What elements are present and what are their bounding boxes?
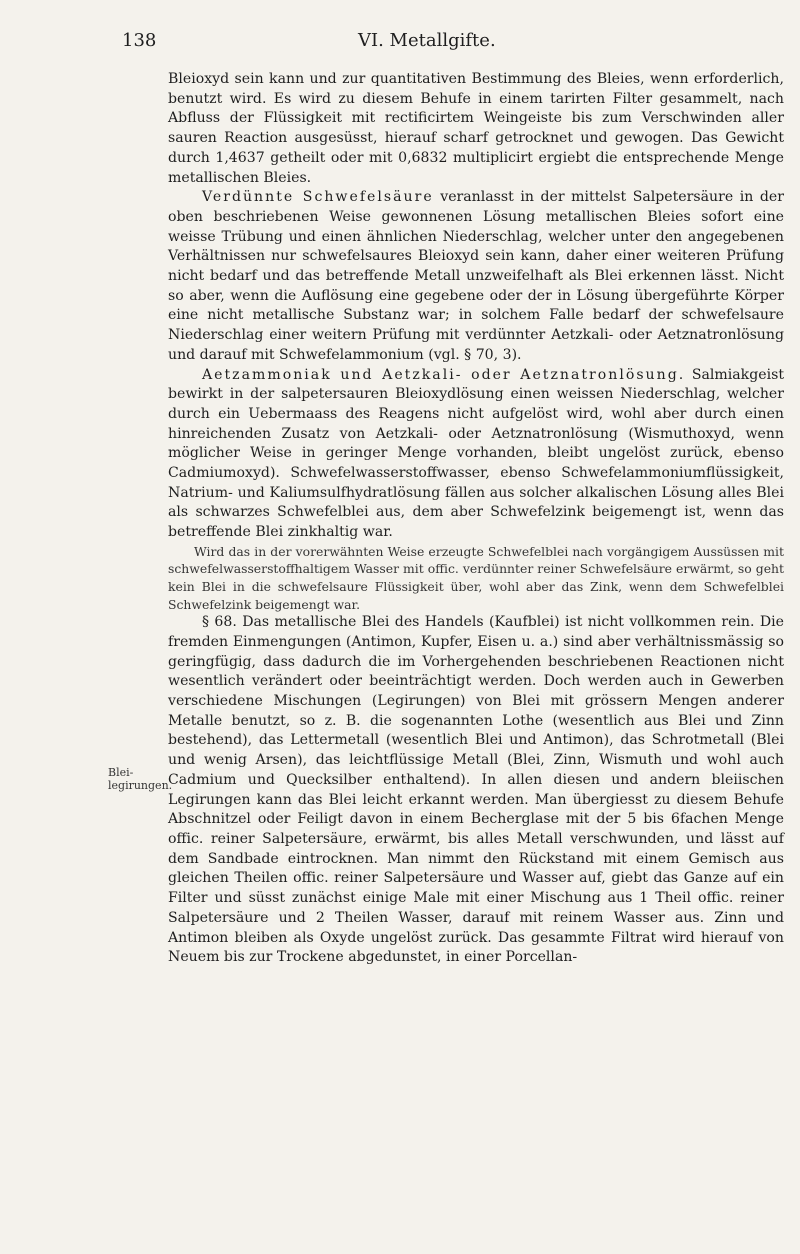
page-header — [0, 30, 800, 60]
paragraph-3-lead: Aetzammoniak und Aetzkali- oder Aetznatronlösung. — [202, 366, 686, 383]
margin-note: Blei-legirungen. — [108, 766, 173, 792]
running-title: VI. Metallgifte. — [358, 30, 496, 51]
paragraph-4-note: Wird das in der vorerwähnten Weise erzeugte Schwefelblei nach vorgängigem Aussüssen mit schwefelwasserstoffhaltigem Wasser mit offic. verdünnter reiner Schwefelsäure erwärmt, so geht kein Blei in die schwefelsaure Flüssigkeit über, wohl aber das Zink, wenn dem Schwefelblei Schwefelzink beigemengt war. — [168, 543, 784, 612]
paragraph-5: § 68. Das metallische Blei des Handels (Kaufblei) ist nicht vollkommen rein. Die fremden Einmengungen (Antimon, Kupfer, Eisen u. a.) sind aber verhältnissmässig so geringfügig, dass dadurch die im Vorhergehenden beschriebenen Reactionen nicht wesentlich verändert oder beeinträchtigt werden. Doch werden auch in Gewerben verschiedene Mischungen (Legirungen) von Blei mit grössern Mengen anderer Metalle benutzt, so z. B. die sogenannten Lothe (wesentlich aus Blei und Zinn bestehend), das Lettermetall (wesentlich Blei und Antimon), das Schrotmetall (Blei und wenig Arsen), das leichtflüssige Metall (Blei, Zinn, Wismuth und wohl auch Cadmium und Quecksilber enthaltend). In allen diesen und andern bleiischen Legirungen kann das Blei leicht erkannt werden. Man übergiesst zu diesem Behufe Abschnitzel oder Feiligt davon in einem Becherglase mit der 5 bis 6fachen Menge offic. reiner Salpetersäure, erwärmt, bis alles Metall verschwunden, und lässt auf dem Sandbade eintrocknen. Man nimmt den Rückstand mit einem Gemisch aus gleichen Theilen offic. reiner Salpetersäure und Wasser auf, giebt das Ganze auf ein Filter und süsst zunächst einige Male mit einer Mischung aus 1 Theil offic. reiner Salpetersäure und 2 Theilen Wasser, darauf mit reinem Wasser aus. Zinn und Antimon bleiben als Oxyde ungelöst zurück. Das gesammte Filtrat wird hierauf von Neuem bis zur Trockene abgedunstet, in einer Porcellan- — [168, 614, 784, 966]
paragraph-2-text: veranlasst in der mittelst Salpetersäure in der oben beschriebenen Weise gewonnenen Lösung metallischen Bleies sofort eine weisse Trübung und einen ähnlichen Niederschlag, welcher unter den angegebenen Verhältnissen nur schwefelsaures Bleioxyd sein kann, daher einer weiteren Prüfung nicht bedarf und das betreffende Metall unzweifelhaft als Blei erkennen lässt. Nicht so aber, wenn die Auflösung eine gegebene oder der in Lösung übergeführte Körper eine nicht metallische Substanz war; in solchem Falle bedarf der schwefelsaure Niederschlag einer weitern Prüfung mit verdünnter Aetzkali- oder Aetznatronlösung und darauf mit Schwefelammonium (vgl. § 70, 3). — [168, 189, 784, 363]
paragraph-1: Bleioxyd sein kann und zur quantitativen Bestimmung des Bleies, wenn erforderlich, benutzt wird. Es wird zu diesem Behufe in einem tarirten Filter gesammelt, nach Abfluss der Flüssigkeit mit rectificirtem Weingeiste bis zum Verschwinden aller sauren Reaction ausgesüsst, hierauf scharf getrocknet und gewogen. Das Gewicht durch 1,4637 getheilt oder mit 0,6832 multiplicirt ergiebt die entsprechende Menge metallischen Bleies. — [168, 71, 784, 186]
body-text — [168, 70, 784, 968]
paragraph-3-text: Salmiakgeist bewirkt in der salpetersauren Bleioxydlösung einen weissen Niederschlag, welcher durch ein Uebermaass des Reagens nicht aufgelöst wird, wohl aber durch einen hinreichenden Zusatz von Aetzkali- oder Aetznatronlösung (Wismuthoxyd, wenn möglicher Weise in geringer Menge vorhanden, bleibt ungelöst zurück, ebenso Cadmiumoxyd). Schwefelwasserstoffwasser, ebenso Schwefelammoniumflüssigkeit, Natrium- und Kaliumsulfhydratlösung fällen aus solcher alkalischen Lösung alles Blei als schwarzes Schwefelblei aus, dem aber Schwefelzink beigemengt ist, wenn das betreffende Blei zinkhaltig war. — [168, 366, 784, 541]
paragraph-2 — [168, 188, 784, 365]
paragraph-3 — [168, 366, 784, 543]
paragraph-2-lead: Verdünnte Schwefelsäure — [202, 189, 434, 206]
page-number: 138 — [122, 30, 157, 51]
